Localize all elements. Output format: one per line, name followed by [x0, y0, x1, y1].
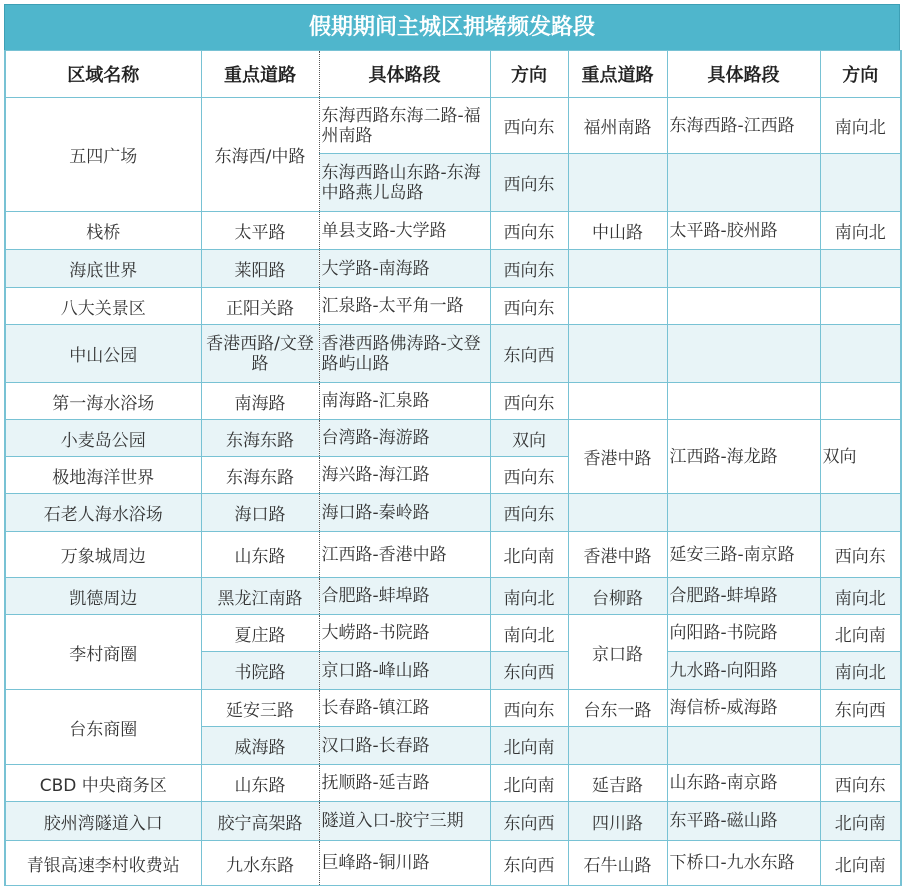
direction1-cell: 西向东 [490, 154, 568, 212]
direction1-cell: 双向 [490, 420, 568, 457]
road1-cell: 黑龙江南路 [201, 578, 319, 615]
segment1-cell: 大崂路-书院路 [319, 615, 490, 652]
segment2-cell [667, 494, 820, 532]
region-cell: 八大关景区 [5, 288, 201, 325]
region-cell: 李村商圈 [5, 615, 201, 690]
direction1-cell: 东向西 [490, 652, 568, 690]
segment1-cell: 东海西路山东路-东海中路燕儿岛路 [319, 154, 490, 212]
segment1-cell: 海口路-秦岭路 [319, 494, 490, 532]
table-row [5, 212, 901, 250]
segment1-cell: 京口路-峰山路 [319, 652, 490, 690]
road1-cell: 南海路 [201, 383, 319, 420]
segment2-cell [667, 288, 820, 325]
road1-cell: 九水东路 [201, 841, 319, 886]
direction2-cell: 双向 [820, 420, 901, 494]
segment2-cell: 海信桥-威海路 [667, 690, 820, 727]
segment1-cell: 长春路-镇江路 [319, 690, 490, 727]
direction2-cell: 南向北 [820, 98, 901, 154]
direction2-cell: 西向东 [820, 532, 901, 578]
direction2-cell [820, 250, 901, 288]
direction1-cell: 西向东 [490, 457, 568, 494]
region-cell: 小麦岛公园 [5, 420, 201, 457]
segment2-cell [667, 727, 820, 765]
direction2-cell [820, 727, 901, 765]
congestion-table [4, 50, 902, 886]
table-row [5, 765, 901, 802]
table-header-row [5, 51, 901, 98]
segment1-cell: 东海西路东海二路-福州南路 [319, 98, 490, 154]
table-row [5, 690, 901, 727]
road2-cell: 香港中路 [568, 532, 667, 578]
direction1-cell: 东向西 [490, 325, 568, 383]
segment2-cell: 下桥口-九水东路 [667, 841, 820, 886]
segment1-cell: 香港西路佛涛路-文登路屿山路 [319, 325, 490, 383]
road1-cell: 山东路 [201, 765, 319, 802]
segment1-cell: 南海路-汇泉路 [319, 383, 490, 420]
direction2-cell: 北向南 [820, 615, 901, 652]
segment1-cell: 单县支路-大学路 [319, 212, 490, 250]
segment2-cell: 东海西路-江西路 [667, 98, 820, 154]
road1-cell: 莱阳路 [201, 250, 319, 288]
road1-cell: 香港西路/文登路 [201, 325, 319, 383]
road1-cell: 海口路 [201, 494, 319, 532]
segment1-cell: 隧道入口-胶宁三期 [319, 802, 490, 841]
road2-cell [568, 325, 667, 383]
road2-cell [568, 727, 667, 765]
segment2-cell: 太平路-胶州路 [667, 212, 820, 250]
road2-cell: 石牛山路 [568, 841, 667, 886]
direction1-cell: 西向东 [490, 288, 568, 325]
table-row [5, 494, 901, 532]
direction1-cell: 北向南 [490, 727, 568, 765]
road2-cell [568, 250, 667, 288]
road2-cell [568, 494, 667, 532]
road1-cell: 夏庄路 [201, 615, 319, 652]
direction2-cell [820, 288, 901, 325]
table-row [5, 420, 901, 457]
region-cell: 极地海洋世界 [5, 457, 201, 494]
direction2-cell [820, 383, 901, 420]
direction2-cell: 西向东 [820, 765, 901, 802]
road1-cell: 东海西/中路 [201, 98, 319, 212]
segment2-cell: 山东路-南京路 [667, 765, 820, 802]
table-row [5, 98, 901, 154]
direction1-cell: 南向北 [490, 615, 568, 652]
direction1-cell: 东向西 [490, 841, 568, 886]
segment1-cell: 汇泉路-太平角一路 [319, 288, 490, 325]
direction1-cell: 北向南 [490, 532, 568, 578]
direction1-cell: 北向南 [490, 765, 568, 802]
road2-cell [568, 383, 667, 420]
road2-cell: 京口路 [568, 615, 667, 690]
table-row [5, 288, 901, 325]
header-road-1: 重点道路 [201, 51, 319, 98]
header-road-2: 重点道路 [568, 51, 667, 98]
segment2-cell: 九水路-向阳路 [667, 652, 820, 690]
header-direction-1: 方向 [490, 51, 568, 98]
table-row [5, 383, 901, 420]
segment2-cell [667, 250, 820, 288]
table-row [5, 578, 901, 615]
road2-cell [568, 154, 667, 212]
region-cell: 台东商圈 [5, 690, 201, 765]
road2-cell: 四川路 [568, 802, 667, 841]
road1-cell: 书院路 [201, 652, 319, 690]
header-segment-1: 具体路段 [319, 51, 490, 98]
header-direction-2: 方向 [820, 51, 901, 98]
table-row [5, 532, 901, 578]
region-cell: 万象城周边 [5, 532, 201, 578]
road2-cell: 台东一路 [568, 690, 667, 727]
segment1-cell: 大学路-南海路 [319, 250, 490, 288]
segment1-cell: 合肥路-蚌埠路 [319, 578, 490, 615]
direction1-cell: 西向东 [490, 494, 568, 532]
table-row [5, 615, 901, 652]
segment1-cell: 抚顺路-延吉路 [319, 765, 490, 802]
table-row [5, 802, 901, 841]
segment1-cell: 汉口路-长春路 [319, 727, 490, 765]
direction2-cell [820, 325, 901, 383]
road2-cell: 中山路 [568, 212, 667, 250]
segment2-cell: 向阳路-书院路 [667, 615, 820, 652]
region-cell: CBD 中央商务区 [5, 765, 201, 802]
road1-cell: 山东路 [201, 532, 319, 578]
road1-cell: 胶宁高架路 [201, 802, 319, 841]
road2-cell: 福州南路 [568, 98, 667, 154]
header-region: 区域名称 [5, 51, 201, 98]
direction1-cell: 东向西 [490, 802, 568, 841]
direction2-cell [820, 154, 901, 212]
road1-cell: 太平路 [201, 212, 319, 250]
region-cell: 胶州湾隧道入口 [5, 802, 201, 841]
direction1-cell: 西向东 [490, 98, 568, 154]
direction1-cell: 西向东 [490, 383, 568, 420]
segment2-cell [667, 154, 820, 212]
segment2-cell: 东平路-磁山路 [667, 802, 820, 841]
region-cell: 栈桥 [5, 212, 201, 250]
road2-cell: 台柳路 [568, 578, 667, 615]
segment2-cell [667, 383, 820, 420]
segment1-cell: 海兴路-海江路 [319, 457, 490, 494]
direction2-cell: 南向北 [820, 212, 901, 250]
direction2-cell: 北向南 [820, 802, 901, 841]
region-cell: 第一海水浴场 [5, 383, 201, 420]
road2-cell: 延吉路 [568, 765, 667, 802]
road1-cell: 东海东路 [201, 457, 319, 494]
region-cell: 青银高速李村收费站 [5, 841, 201, 886]
region-cell: 中山公园 [5, 325, 201, 383]
direction2-cell: 南向北 [820, 578, 901, 615]
congestion-table-container [4, 4, 900, 886]
segment2-cell [667, 325, 820, 383]
direction1-cell: 西向东 [490, 212, 568, 250]
road1-cell: 东海东路 [201, 420, 319, 457]
road1-cell: 威海路 [201, 727, 319, 765]
table-row [5, 250, 901, 288]
region-cell: 凯德周边 [5, 578, 201, 615]
table-row [5, 325, 901, 383]
segment2-cell: 合肥路-蚌埠路 [667, 578, 820, 615]
road2-cell: 香港中路 [568, 420, 667, 494]
region-cell: 五四广场 [5, 98, 201, 212]
direction1-cell: 西向东 [490, 250, 568, 288]
road1-cell: 延安三路 [201, 690, 319, 727]
header-segment-2: 具体路段 [667, 51, 820, 98]
direction2-cell: 北向南 [820, 841, 901, 886]
segment2-cell: 延安三路-南京路 [667, 532, 820, 578]
direction1-cell: 南向北 [490, 578, 568, 615]
region-cell: 海底世界 [5, 250, 201, 288]
segment2-cell: 江西路-海龙路 [667, 420, 820, 494]
table-title: 假期期间主城区拥堵频发路段 [4, 4, 900, 50]
table-row [5, 841, 901, 886]
segment1-cell: 江西路-香港中路 [319, 532, 490, 578]
segment1-cell: 台湾路-海游路 [319, 420, 490, 457]
road1-cell: 正阳关路 [201, 288, 319, 325]
segment1-cell: 巨峰路-铜川路 [319, 841, 490, 886]
direction1-cell: 西向东 [490, 690, 568, 727]
region-cell: 石老人海水浴场 [5, 494, 201, 532]
road2-cell [568, 288, 667, 325]
direction2-cell: 南向北 [820, 652, 901, 690]
direction2-cell [820, 494, 901, 532]
direction2-cell: 东向西 [820, 690, 901, 727]
